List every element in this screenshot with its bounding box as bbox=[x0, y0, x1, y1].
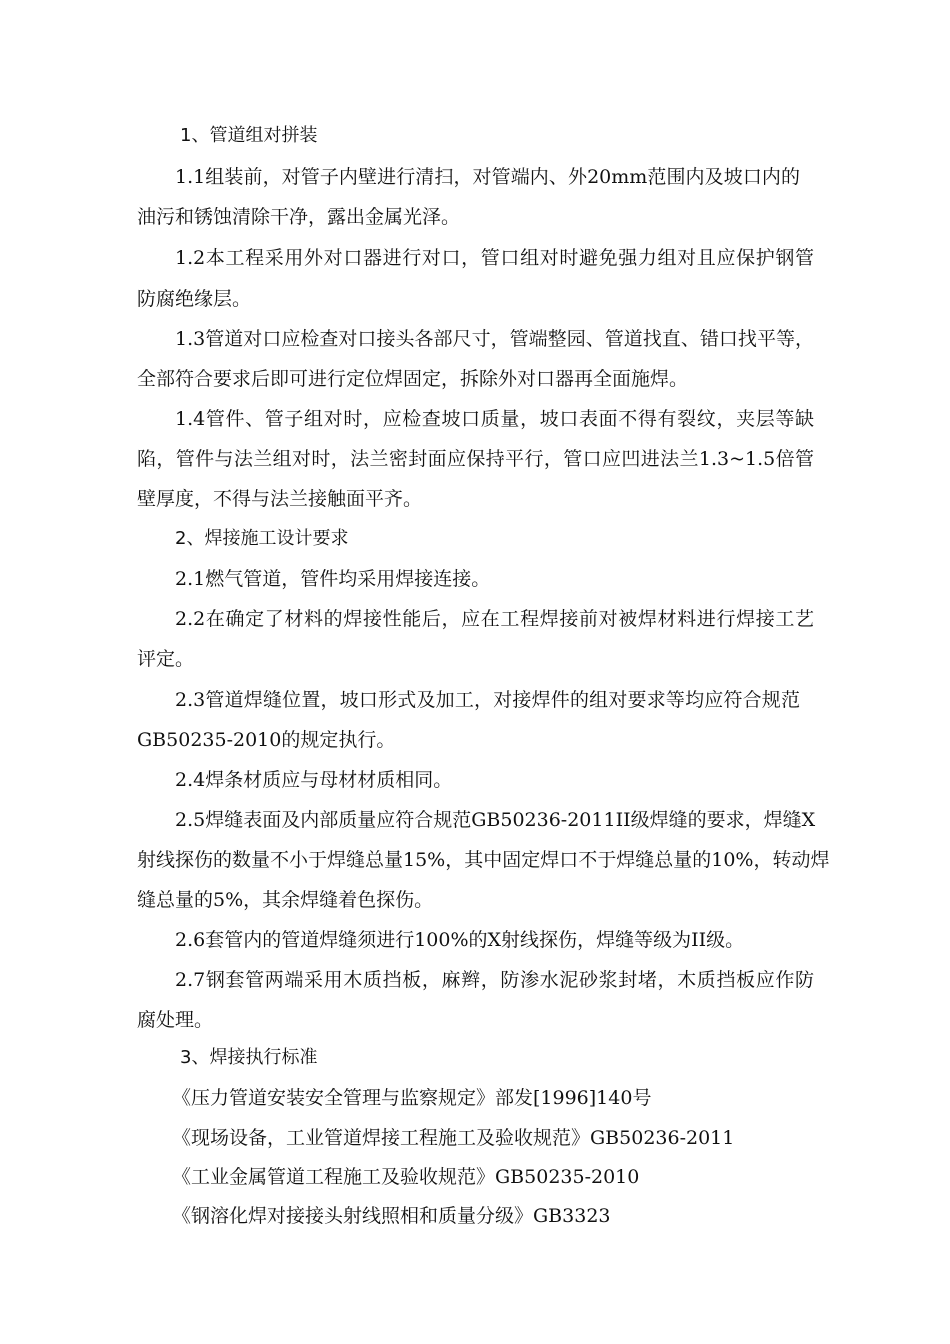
paragraph-2-1: 2.1燃气管道，管件均采用焊接连接。 bbox=[175, 568, 491, 590]
paragraph-1-4-line-2: 陷，管件与法兰组对时，法兰密封面应保持平行，管口应凹进法兰1.3~1.5倍管 bbox=[137, 448, 814, 470]
paragraph-2-2-line-2: 评定。 bbox=[137, 648, 195, 670]
paragraph-1-3-line-2: 全部符合要求后即可进行定位焊固定，拆除外对口器再全面施焊。 bbox=[137, 368, 689, 390]
paragraph-2-3-line-1: 2.3管道焊缝位置，坡口形式及加工，对接焊件的组对要求等均应符合规范 bbox=[175, 689, 800, 711]
paragraph-1-4-line-3: 壁厚度，不得与法兰接触面平齐。 bbox=[137, 488, 423, 510]
standard-2: 《现场设备，工业管道焊接工程施工及验收规范》GB50236-2011 bbox=[172, 1127, 735, 1149]
paragraph-2-2-line-1: 2.2在确定了材料的焊接性能后，应在工程焊接前对被焊材料进行焊接工艺 bbox=[175, 608, 814, 630]
paragraph-2-5-line-2: 射线探伤的数量不小于焊缝总量15%，其中固定焊口不于焊缝总量的10%，转动焊 bbox=[137, 849, 830, 871]
paragraph-2-6: 2.6套管内的管道焊缝须进行100%的X射线探伤，焊缝等级为II级。 bbox=[175, 929, 745, 951]
section-2-heading: 2、焊接施工设计要求 bbox=[175, 528, 349, 549]
paragraph-1-2-line-2: 防腐绝缘层。 bbox=[137, 288, 252, 310]
paragraph-2-4: 2.4焊条材质应与母材材质相同。 bbox=[175, 769, 453, 791]
section-1-heading: 1、管道组对拼装 bbox=[180, 125, 318, 146]
paragraph-1-2-line-1: 1.2本工程采用外对口器进行对口，管口组对时避免强力组对且应保护钢管 bbox=[175, 247, 814, 269]
paragraph-1-1-line-1: 1.1组装前，对管子内壁进行清扫，对管端内、外20mm范围内及坡口内的 bbox=[175, 166, 800, 188]
paragraph-2-7-line-1: 2.7钢套管两端采用木质挡板，麻辫，防渗水泥砂浆封堵，木质挡板应作防 bbox=[175, 969, 814, 991]
standard-3: 《工业金属管道工程施工及验收规范》GB50235-2010 bbox=[172, 1166, 640, 1188]
paragraph-2-7-line-2: 腐处理。 bbox=[137, 1009, 214, 1031]
paragraph-1-1-line-2: 油污和锈蚀清除干净，露出金属光泽。 bbox=[137, 206, 461, 228]
standard-1: 《压力管道安装安全管理与监察规定》部发[1996]140号 bbox=[172, 1087, 652, 1109]
paragraph-1-3-line-1: 1.3管道对口应检查对口接头各部尺寸，管端整园、管道找直、错口找平等， bbox=[175, 328, 814, 350]
section-3-heading: 3、焊接执行标准 bbox=[180, 1047, 318, 1068]
paragraph-2-5-line-1: 2.5焊缝表面及内部质量应符合规范GB50236-2011II级焊缝的要求，焊缝X bbox=[175, 809, 816, 831]
paragraph-2-5-line-3: 缝总量的5%，其余焊缝着色探伤。 bbox=[137, 889, 434, 911]
standard-4: 《钢溶化焊对接接头射线照相和质量分级》GB3323 bbox=[172, 1205, 611, 1227]
paragraph-1-4-line-1: 1.4管件、管子组对时，应检查坡口质量，坡口表面不得有裂纹，夹层等缺 bbox=[175, 408, 814, 430]
paragraph-2-3-line-2: GB50235-2010的规定执行。 bbox=[137, 729, 396, 751]
